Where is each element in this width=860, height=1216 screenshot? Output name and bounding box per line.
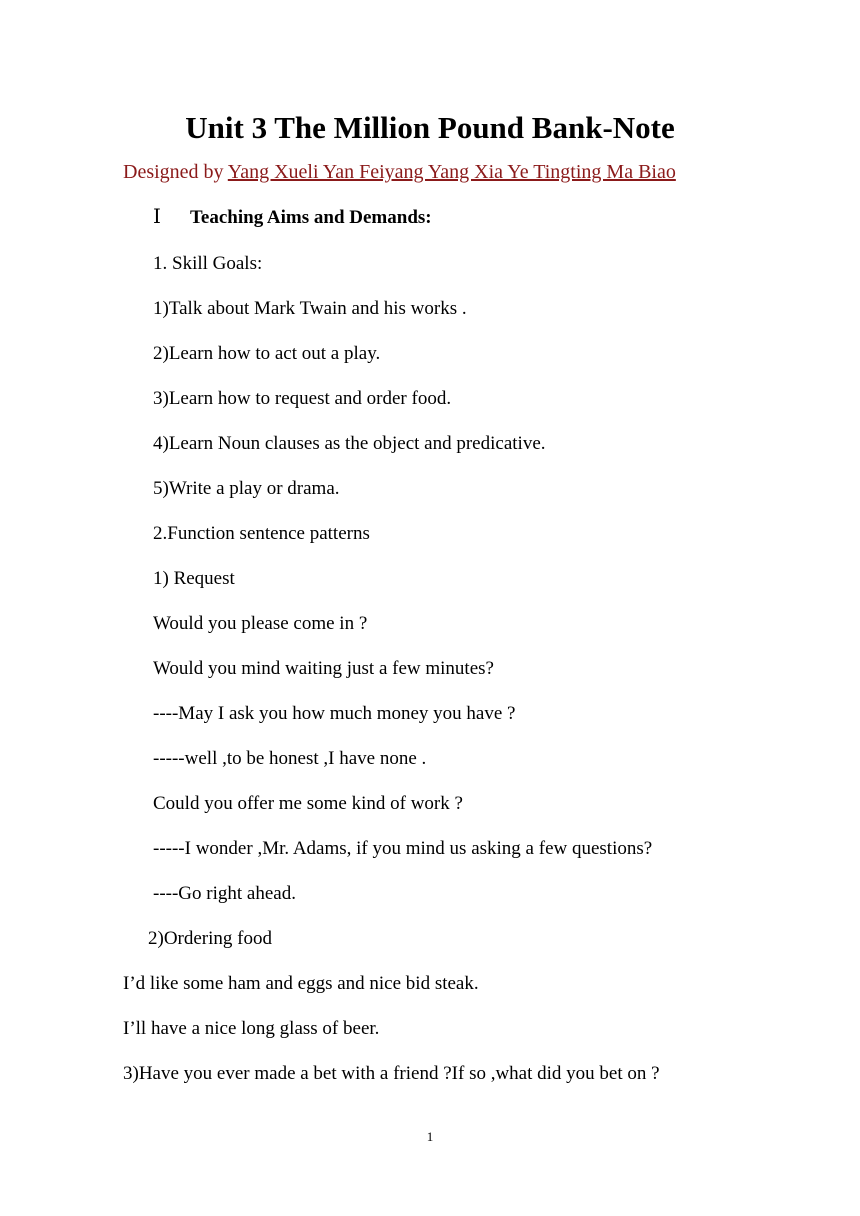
byline-authors: Yang Xueli Yan Feiyang Yang Xia Ye Tingting Ma Biao xyxy=(227,161,676,183)
page-number: 1 xyxy=(426,1129,434,1144)
example-sentence: Could you offer me some kind of work ? xyxy=(153,793,463,814)
function-patterns-heading: 2.Function sentence patterns xyxy=(153,523,370,544)
example-sentence: Would you mind waiting just a few minutes? xyxy=(153,658,494,679)
list-item: 3)Learn how to request and order food. xyxy=(153,388,452,409)
byline-prefix: Designed by xyxy=(123,161,228,183)
list-item: 4)Learn Noun clauses as the object and predicative. xyxy=(153,433,546,454)
section-numeral: Ⅰ xyxy=(153,206,161,228)
ordering-food-subheading: 2)Ordering food xyxy=(148,928,272,949)
discussion-question: 3)Have you ever made a bet with a friend ?If so ,what did you bet on ? xyxy=(123,1063,660,1084)
request-subheading: 1) Request xyxy=(153,568,235,589)
section-heading: Teaching Aims and Demands: xyxy=(190,207,432,228)
list-item: 1)Talk about Mark Twain and his works . xyxy=(153,298,467,319)
example-sentence: -----well ,to be honest ,I have none . xyxy=(153,748,427,769)
list-item: 5)Write a play or drama. xyxy=(153,478,340,499)
author-byline xyxy=(123,158,676,186)
list-item: 2)Learn how to act out a play. xyxy=(153,343,381,364)
page-title: Unit 3 The Million Pound Bank-Note xyxy=(185,110,675,145)
example-sentence: Would you please come in ? xyxy=(153,613,368,634)
example-sentence: I’d like some ham and eggs and nice bid steak. xyxy=(123,973,479,994)
example-sentence: ----May I ask you how much money you have ? xyxy=(153,703,516,724)
example-sentence: ----Go right ahead. xyxy=(153,883,296,904)
example-sentence: I’ll have a nice long glass of beer. xyxy=(123,1018,380,1039)
example-sentence: -----I wonder ,Mr. Adams, if you mind us asking a few questions? xyxy=(153,838,653,859)
skill-goals-heading: 1. Skill Goals: xyxy=(153,253,263,274)
